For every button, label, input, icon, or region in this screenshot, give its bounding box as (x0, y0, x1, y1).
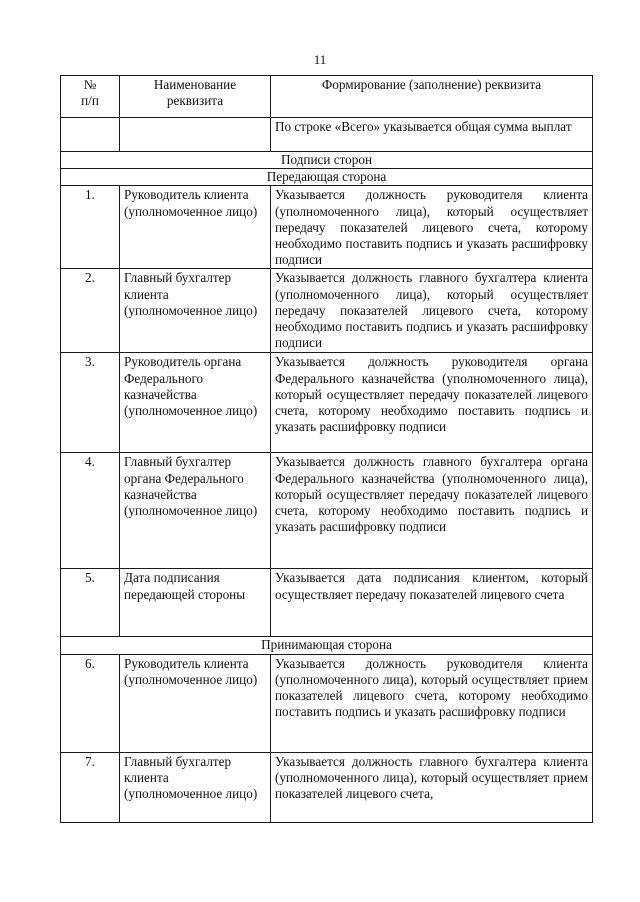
section-row-signatures (61, 152, 593, 169)
row-desc: Указывается дата подписания клиентом, который осуществляет передачу показателей лицевого счета (271, 569, 593, 637)
row-num: 3. (61, 353, 120, 453)
row-num: 1. (61, 186, 120, 269)
table-header-row (61, 76, 593, 118)
requisites-table (60, 75, 593, 823)
header-desc: Формирование (заполнение) реквизита (271, 76, 593, 118)
row-name: Руководитель органа Федерального казначейства (уполномоченное лицо) (120, 353, 271, 453)
row-name: Руководитель клиента (уполномоченное лицо) (120, 654, 271, 752)
row-num (61, 118, 120, 152)
row-desc: Указывается должность главного бухгалтера клиента (уполномоченного лица), который осуществляет передачу показателей лицевого счета, которому необходимо поставить подпись и указать расшифровку подписи (271, 269, 593, 353)
row-name: Главный бухгалтер органа Федерального казначейства (уполномоченное лицо) (120, 453, 271, 569)
header-name: Наименование реквизита (120, 76, 271, 118)
row-desc: Указывается должность руководителя клиента (уполномоченного лица), который осуществляет передачу показателей лицевого счета, которому необходимо поставить подпись и указать расшифровку подписи (271, 186, 593, 269)
row-name: Дата подписания передающей стороны (120, 569, 271, 637)
row-num: 2. (61, 269, 120, 353)
section-row-sending (61, 169, 593, 186)
table-row (61, 353, 593, 453)
table-row (61, 186, 593, 269)
row-desc: Указывается должность главного бухгалтера клиента (уполномоченного лица), который осуществляет прием показателей лицевого счета, (271, 752, 593, 822)
table-row (61, 569, 593, 637)
table-row (61, 118, 593, 152)
row-num: 4. (61, 453, 120, 569)
table-row (61, 752, 593, 822)
page-number: 11 (313, 52, 327, 67)
row-name: Руководитель клиента (уполномоченное лицо) (120, 186, 271, 269)
row-desc: Указывается должность руководителя клиента (уполномоченного лица), который осуществляет прием показателей лицевого счета, которому необходимо поставить подпись и указать расшифровку подписи (271, 654, 593, 752)
section-title: Принимающая сторона (61, 637, 593, 654)
section-title: Подписи сторон (61, 152, 593, 169)
table-row (61, 453, 593, 569)
row-desc: По строке «Всего» указывается общая сумма выплат (271, 118, 593, 152)
row-name: Главный бухгалтер клиента (уполномоченное лицо) (120, 269, 271, 353)
section-row-receiving (61, 637, 593, 654)
table-row (61, 269, 593, 353)
row-desc: Указывается должность главного бухгалтера органа Федерального казначейства (уполномоченного лица), который осуществляет передачу показателей лицевого счета, которому необходимо поставить подпись и указать расшифровку подписи (271, 453, 593, 569)
row-name: Главный бухгалтер клиента (уполномоченное лицо) (120, 752, 271, 822)
header-num: № п/п (61, 76, 120, 118)
row-num: 5. (61, 569, 120, 637)
row-num: 6. (61, 654, 120, 752)
row-desc: Указывается должность руководителя органа Федерального казначейства (уполномоченного лица), который осуществляет передачу показателей лицевого счета, которому необходимо поставить подпись и указать расшифровку подписи (271, 353, 593, 453)
row-name (120, 118, 271, 152)
section-title: Передающая сторона (61, 169, 593, 186)
row-num: 7. (61, 752, 120, 822)
table-row (61, 654, 593, 752)
